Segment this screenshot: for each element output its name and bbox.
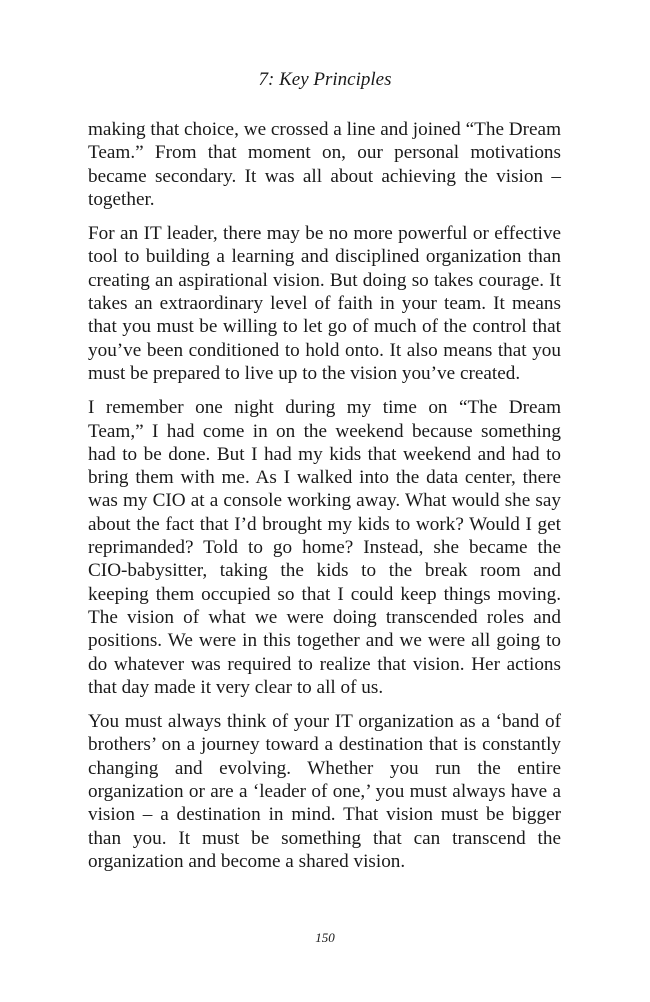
paragraph-4: You must always think of your IT organization as a ‘band of brothers’ on a journey toward a destination that is constantly changing and evolving. Whether you run the entire organization or are a ‘leader of one,’ you must always have a vision – a destination in mind. That vision must be bigger than you. It must be something that can transcend the organization and become a shared vision. <box>88 711 561 872</box>
running-head: 7: Key Principles <box>258 69 392 90</box>
paragraph-1: making that choice, we crossed a line and joined “The Dream Team.” From that moment on, our personal motivations became secondary. It was all about achieving the vision – together. <box>88 119 561 210</box>
page-number: 150 <box>315 930 335 945</box>
body-text <box>88 118 561 884</box>
paragraph-2: For an IT leader, there may be no more powerful or effective tool to building a learning and disciplined organization than creating an aspirational vision. But doing so takes courage. It takes an extraordinary level of faith in your team. It means that you must be willing to let go of much of the control that you’ve been conditioned to hold onto. It also means that you must be prepared to live up to the vision you’ve created. <box>88 223 561 384</box>
paragraph-3: I remember one night during my time on “The Dream Team,” I had come in on the weekend because something had to be done. But I had my kids that weekend and had to bring them with me. As I walked into the data center, there was my CIO at a console working away. What would she say about the fact that I’d brought my kids to work? Would I get reprimanded? Told to go home? Instead, she became the CIO-babysitter, taking the kids to the break room and keeping them occupied so that I could keep things moving. The vision of what we were doing transcended roles and positions. We were in this together and we were all going to do whatever was required to realize that vision. Her actions that day made it very clear to all of us. <box>88 397 561 698</box>
